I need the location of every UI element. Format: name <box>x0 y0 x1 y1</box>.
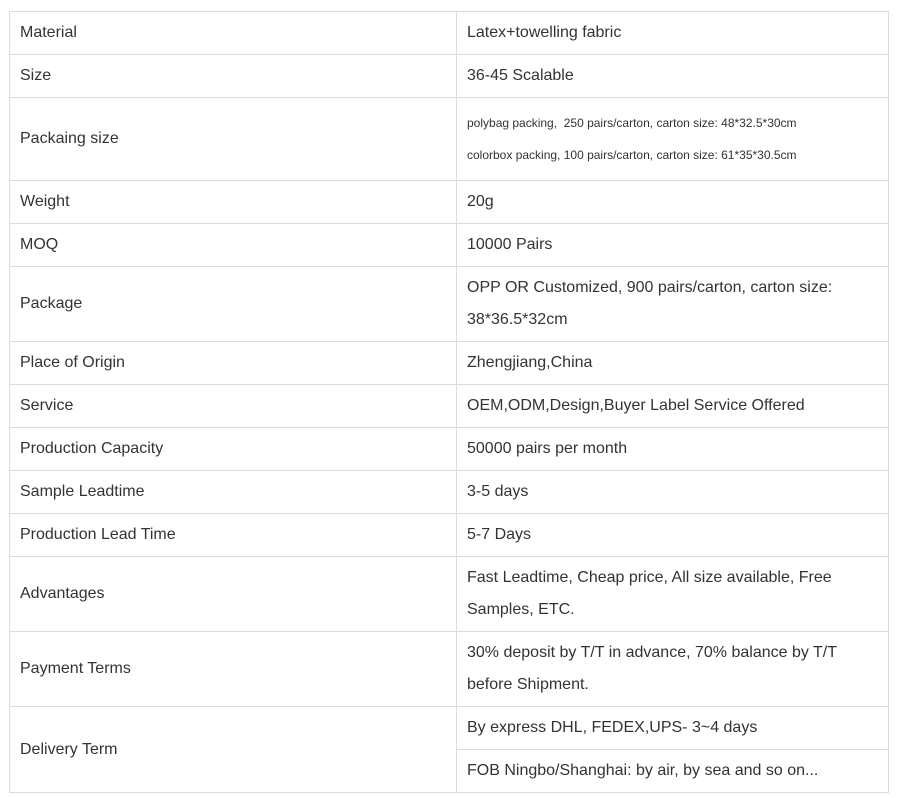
packing-line: colorbox packing, 100 pairs/carton, carton size: 61*35*30.5cm <box>467 148 797 162</box>
row-value: 10000 Pairs <box>457 224 889 267</box>
table-row <box>10 632 889 707</box>
row-value: 20g <box>457 181 889 224</box>
row-value: FOB Ningbo/Shanghai: by air, by sea and so on... <box>457 750 889 793</box>
table-row <box>10 514 889 557</box>
table-row <box>10 267 889 342</box>
packing-line: polybag packing, 250 pairs/carton, carton size: 48*32.5*30cm <box>467 116 797 130</box>
row-value: 30% deposit by T/T in advance, 70% balance by T/T before Shipment. <box>457 632 889 707</box>
row-value: 36-45 Scalable <box>457 55 889 98</box>
row-label: Production Lead Time <box>10 514 457 557</box>
table-row <box>10 12 889 55</box>
row-label: Package <box>10 267 457 342</box>
row-label: Production Capacity <box>10 428 457 471</box>
table-row <box>10 181 889 224</box>
row-value: OEM,ODM,Design,Buyer Label Service Offered <box>457 385 889 428</box>
row-value: 50000 pairs per month <box>457 428 889 471</box>
table-row <box>10 428 889 471</box>
table-row <box>10 342 889 385</box>
row-value: 5-7 Days <box>457 514 889 557</box>
table-row <box>10 55 889 98</box>
row-label: Size <box>10 55 457 98</box>
row-label: Weight <box>10 181 457 224</box>
row-label: Service <box>10 385 457 428</box>
table-row <box>10 707 889 750</box>
row-label: Delivery Term <box>10 707 457 793</box>
row-label: Material <box>10 12 457 55</box>
table-row <box>10 224 889 267</box>
table-row <box>10 557 889 632</box>
row-value <box>457 98 889 181</box>
row-label: MOQ <box>10 224 457 267</box>
table-row <box>10 471 889 514</box>
table-row <box>10 385 889 428</box>
row-value: Zhengjiang,China <box>457 342 889 385</box>
row-value: OPP OR Customized, 900 pairs/carton, carton size: 38*36.5*32cm <box>457 267 889 342</box>
row-value: Latex+towelling fabric <box>457 12 889 55</box>
row-label: Payment Terms <box>10 632 457 707</box>
row-value: 3-5 days <box>457 471 889 514</box>
row-value: By express DHL, FEDEX,UPS- 3~4 days <box>457 707 889 750</box>
row-label: Sample Leadtime <box>10 471 457 514</box>
table-row <box>10 98 889 181</box>
row-label: Packaing size <box>10 98 457 181</box>
spec-table <box>9 11 889 793</box>
row-label: Advantages <box>10 557 457 632</box>
row-value: Fast Leadtime, Cheap price, All size available, Free Samples, ETC. <box>457 557 889 632</box>
row-label: Place of Origin <box>10 342 457 385</box>
